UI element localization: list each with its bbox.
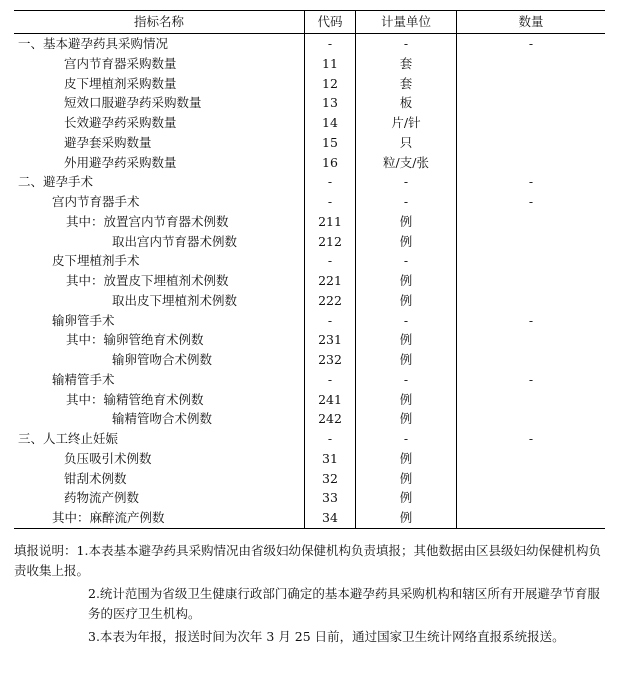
row-name-cell: 外用避孕药采购数量 [64,154,177,170]
row-unit-cell: 例 [356,390,457,410]
row-code-cell: - [305,311,356,331]
row-qty-cell [457,93,606,113]
row-unit-cell: 例 [356,469,457,489]
row-code-cell: - [305,172,356,192]
indicator-table [14,10,605,529]
row-name-cell: 二、避孕手术 [18,174,94,190]
table-row [14,74,605,94]
row-qty-cell [457,212,606,232]
row-name-cell: 三、人工终止妊娠 [18,431,119,446]
row-code-cell: 33 [305,488,356,508]
row-unit-cell: - [356,370,457,390]
table-row [14,350,605,370]
row-code-cell: 16 [305,153,356,173]
row-unit-cell: 只 [356,133,457,153]
row-qty-cell [457,74,606,94]
row-unit-cell: - [356,311,457,331]
table-row [14,192,605,212]
row-qty-cell: - [457,172,606,192]
row-code-cell: - [305,370,356,390]
row-qty-cell [457,113,606,133]
row-name-cell: 避孕套采购数量 [64,134,152,150]
row-code-cell: 31 [305,449,356,469]
row-code-cell: - [305,34,356,54]
filling-notes [14,541,604,650]
row-unit-cell: 例 [356,271,457,291]
row-name-cell: 输精管吻合术例数 [112,411,213,427]
row-unit-cell: 例 [356,409,457,429]
header-unit: 计量单位 [356,11,457,34]
row-name-cell: 药物流产例数 [64,490,140,506]
row-qty-cell [457,271,606,291]
table-row [14,429,605,449]
row-unit-cell: 例 [356,212,457,232]
row-unit-cell: 板 [356,93,457,113]
table-row [14,271,605,291]
row-code-cell: 11 [305,54,356,74]
row-code-cell: 13 [305,93,356,113]
note-item: 3.本表为年报，报送时间为次年 3 月 25 日前，通过国家卫生统计网络直报系统报送。 [88,629,565,644]
table-row [14,212,605,232]
row-name-cell: 取出宫内节育器术例数 [112,233,238,249]
table-row [14,488,605,508]
row-code-cell: 242 [305,409,356,429]
row-code-cell: 232 [305,350,356,370]
row-name-cell: 钳刮术例数 [64,470,127,486]
row-code-cell: - [305,429,356,449]
row-qty-cell [457,232,606,252]
row-unit-cell: - [356,429,457,449]
table-row [14,153,605,173]
row-name-cell: 取出皮下埋植剂术例数 [112,292,238,308]
row-qty-cell: - [457,192,606,212]
row-unit-cell: 例 [356,508,457,528]
table-row [14,469,605,489]
row-unit-cell: 例 [356,330,457,350]
row-name-cell: 宫内节育器手术 [52,194,140,209]
row-qty-cell [457,133,606,153]
table-row [14,54,605,74]
table-row [14,113,605,133]
row-name-cell: 负压吸引术例数 [64,450,152,466]
row-qty-cell: - [457,429,606,449]
row-code-cell: 231 [305,330,356,350]
row-code-cell: 12 [305,74,356,94]
row-code-cell: 241 [305,390,356,410]
header-qty: 数量 [457,11,606,34]
row-name-cell: 皮下埋植剂手术 [52,253,140,269]
row-qty-cell: - [457,370,606,390]
row-unit-cell: - [356,192,457,212]
table-header-row [14,11,605,34]
row-code-cell: 14 [305,113,356,133]
row-code-cell: 15 [305,133,356,153]
row-name-cell: 长效避孕药采购数量 [64,115,177,130]
table-row [14,251,605,271]
notes-label: 填报说明： [14,543,77,558]
row-qty-cell [457,54,606,74]
table-row [14,330,605,350]
row-qty-cell [457,488,606,508]
header-code: 代码 [305,11,356,34]
row-name-cell: 输卵管吻合术例数 [112,352,213,367]
row-name-cell: 一、基本避孕药具采购情况 [18,36,169,51]
row-code-cell: 32 [305,469,356,489]
table-row [14,232,605,252]
row-name-cell: 输卵管手术 [52,312,115,328]
row-name-cell: 短效口服避孕药采购数量 [64,95,202,111]
row-qty-cell [457,409,606,429]
row-qty-cell: - [457,34,606,54]
row-qty-cell [457,390,606,410]
row-qty-cell [457,350,606,370]
row-unit-cell: 套 [356,54,457,74]
table-row [14,172,605,192]
row-name-cell: 皮下埋植剂采购数量 [64,75,177,91]
row-code-cell: 212 [305,232,356,252]
row-name-cell: 其中：放置皮下埋植剂术例数 [66,273,229,288]
row-unit-cell: 例 [356,488,457,508]
row-qty-cell [457,291,606,311]
row-qty-cell: - [457,311,606,331]
row-qty-cell [457,449,606,469]
row-unit-cell: 例 [356,232,457,252]
row-unit-cell: - [356,172,457,192]
table-row [14,370,605,390]
row-qty-cell [457,251,606,271]
table-row [14,449,605,469]
row-code-cell: 211 [305,212,356,232]
table-row [14,508,605,528]
table-row [14,34,605,54]
row-code-cell: - [305,251,356,271]
row-unit-cell: - [356,251,457,271]
row-name-cell: 其中：麻醉流产例数 [14,508,305,528]
row-qty-cell [457,469,606,489]
note-item [14,541,604,581]
header-name: 指标名称 [14,11,305,34]
row-unit-cell: 例 [356,291,457,311]
row-qty-cell [457,330,606,350]
row-code-cell: 222 [305,291,356,311]
note-text: 1.本表基本避孕药具采购情况由省级妇幼保健机构负责填报；其他数据由区县级妇幼保健机构负责收集上报。 [14,543,601,578]
row-name-cell: 其中：输卵管绝育术例数 [66,332,204,348]
note-item: 2.统计范围为省级卫生健康行政部门确定的基本避孕药具采购机构和辖区所有开展避孕节育服务的医疗卫生机构。 [88,586,600,621]
row-name-cell: 其中：放置宫内节育器术例数 [66,213,229,229]
row-code-cell: 221 [305,271,356,291]
row-code-cell: 34 [305,508,356,528]
table-row [14,311,605,331]
table-row [14,409,605,429]
table-row [14,291,605,311]
row-unit-cell: - [356,34,457,54]
row-qty-cell [457,508,606,528]
row-code-cell: - [305,192,356,212]
table-row [14,93,605,113]
row-name-cell: 宫内节育器采购数量 [64,55,177,71]
table-row [14,133,605,153]
row-unit-cell: 例 [356,350,457,370]
row-unit-cell: 套 [356,74,457,94]
row-unit-cell: 例 [356,449,457,469]
table-body [14,34,605,529]
table-row [14,390,605,410]
row-name-cell: 输精管手术 [52,371,115,387]
row-unit-cell: 片/针 [356,113,457,133]
row-qty-cell [457,153,606,173]
row-unit-cell: 粒/支/张 [356,153,457,173]
row-name-cell: 其中：输精管绝育术例数 [66,391,204,407]
